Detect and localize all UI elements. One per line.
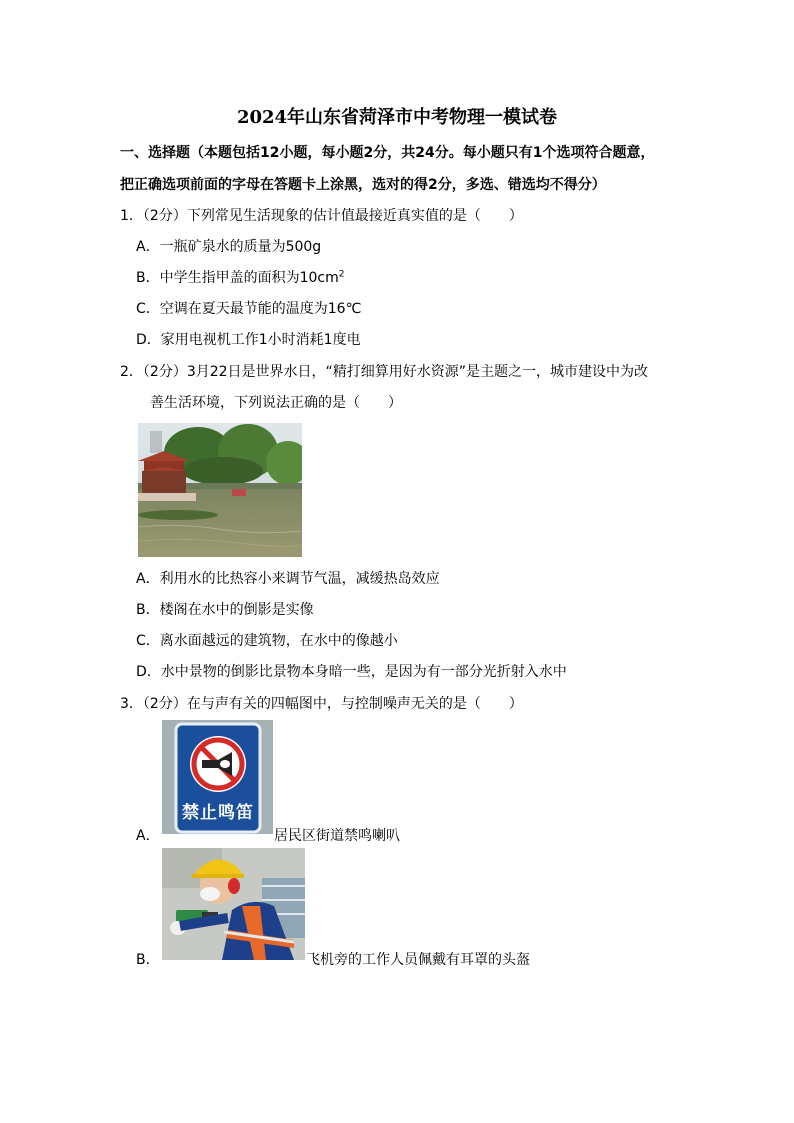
- section-header-line1: 一、选择题（本题包括12小题，每小题2分，共24分。每小题只有1个选项符合题意，: [120, 145, 655, 161]
- q2-stem-line1: 2．（2分）3月22日是世界水日，“精打细算用好水资源”是主题之一，城市建设中为改: [120, 364, 649, 380]
- q1-option-d: D．家用电视机工作1小时消耗1度电: [136, 332, 361, 348]
- q1-option-b-text: B．中学生指甲盖的面积为10cm: [136, 270, 339, 286]
- q2-option-b: B．楼阁在水中的倒影是实像: [136, 602, 314, 618]
- q2-option-c: C．离水面越远的建筑物，在水中的像越小: [136, 633, 398, 649]
- section-header-line2: 把正确选项前面的字母在答题卡上涂黑，选对的得2分，多选、错选均不得分）: [120, 177, 606, 193]
- q3-stem: 3．（2分）在与声有关的四幅图中，与控制噪声无关的是（ ）: [120, 696, 523, 712]
- worker-earmuffs-photo: [162, 848, 305, 960]
- q1-option-b-superscript: 2: [338, 269, 345, 280]
- q3-option-b-letter: B．: [136, 952, 160, 968]
- q1-stem: 1．（2分）下列常见生活现象的估计值最接近真实值的是（ ）: [120, 208, 523, 224]
- q1-option-c: C．空调在夏天最节能的温度为16℃: [136, 301, 362, 317]
- q2-option-a: A．利用水的比热容小来调节气温，减缓热岛效应: [136, 571, 440, 587]
- q2-option-d: D．水中景物的倒影比景物本身暗一些，是因为有一部分光折射入水中: [136, 664, 567, 680]
- no-horn-sign-photo: [162, 720, 273, 834]
- q1-option-a: A．一瓶矿泉水的质量为500g: [136, 239, 322, 255]
- no-horn-sign-text: 禁止鸣笛: [182, 803, 254, 823]
- lake-pavilion-photo: [138, 423, 302, 557]
- q3-option-a-text: 居民区街道禁鸣喇叭: [274, 828, 400, 844]
- exam-title: 2024年山东省菏泽市中考物理一模试卷: [236, 107, 558, 128]
- q3-option-a-letter: A．: [136, 828, 160, 844]
- q2-stem-line2: 善生活环境，下列说法正确的是（ ）: [150, 395, 402, 411]
- q1-option-b: [136, 268, 345, 288]
- q3-option-b-text: 飞机旁的工作人员佩戴有耳罩的头盔: [306, 952, 530, 968]
